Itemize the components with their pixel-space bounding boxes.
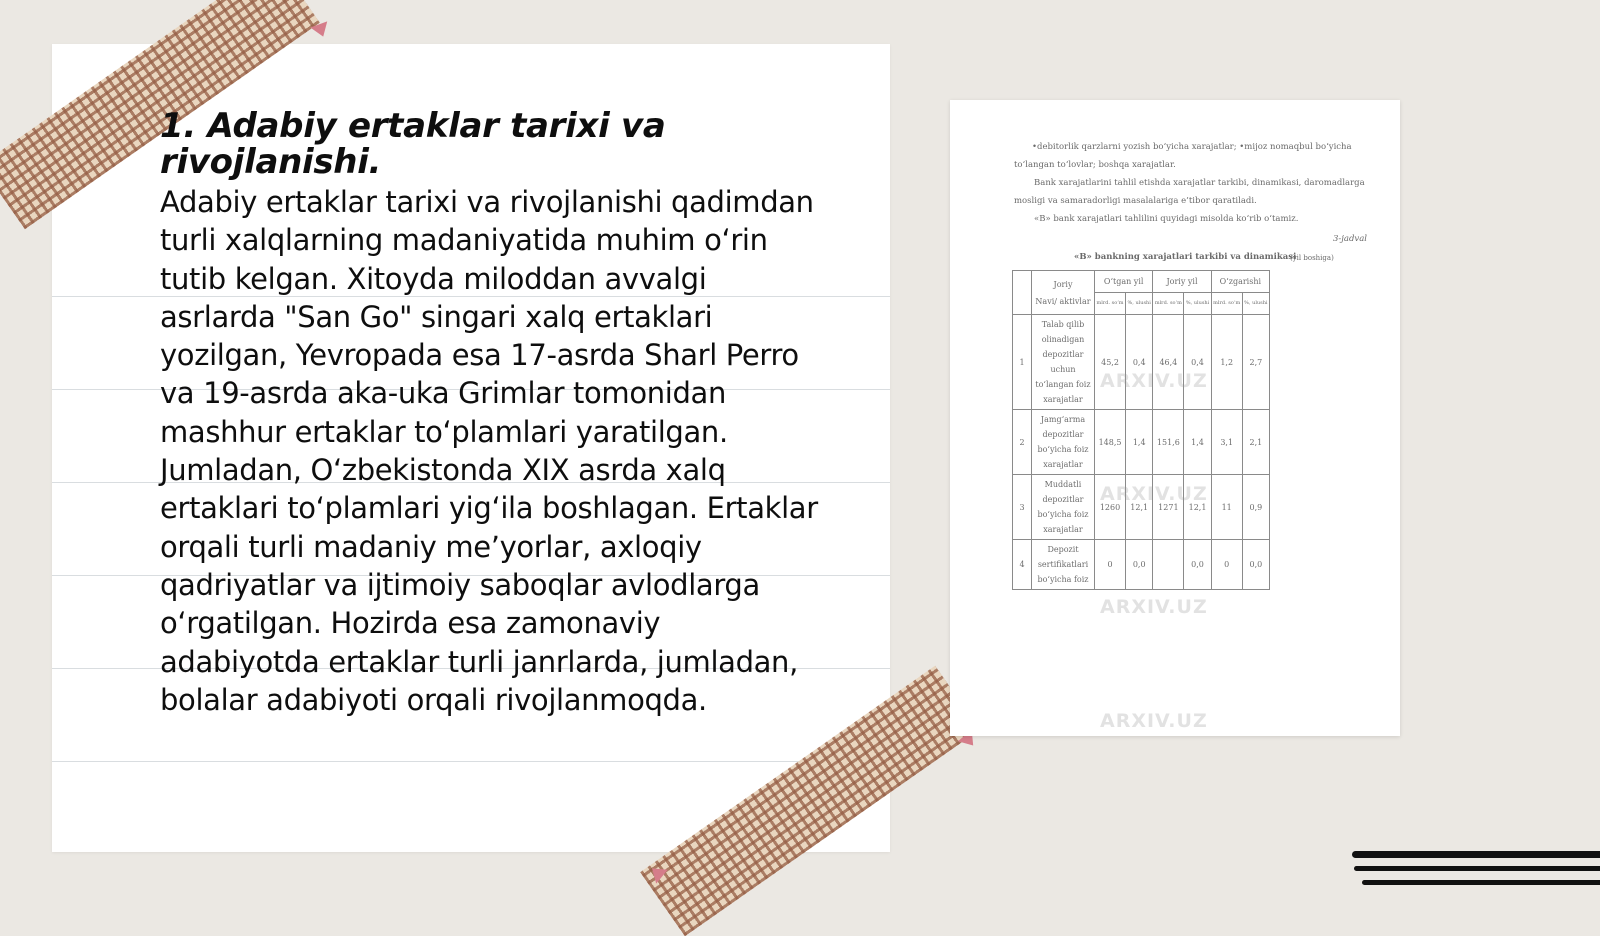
row-name: Talab qilib olinadigan depozitlar uchun to‘langan foiz xarajatlar xyxy=(1032,315,1095,410)
header-summa: mlrd. so‘m xyxy=(1153,293,1184,315)
row-num: 4 xyxy=(1013,540,1032,590)
slide-title: 1. Adabiy ertaklar tarixi va rivojlanishi. xyxy=(160,106,666,182)
decor-stripe xyxy=(1352,851,1600,858)
cell: 12,1 xyxy=(1184,475,1211,540)
document-scan xyxy=(950,100,1400,736)
header-otgan: O‘tgan yil xyxy=(1095,271,1153,293)
cell: 2,1 xyxy=(1242,410,1269,475)
doc-line: Bank xarajatlarini tahlil etishda xarajatlar tarkibi, dinamikasi, daromadlarga xyxy=(1034,178,1365,188)
header-ulush: %, ulushi xyxy=(1242,293,1269,315)
header-ulush: %, ulushi xyxy=(1126,293,1153,315)
table-row xyxy=(1013,540,1270,590)
cell: 11 xyxy=(1211,475,1242,540)
cell: 0 xyxy=(1095,540,1126,590)
cell: 0,0 xyxy=(1242,540,1269,590)
watermark: ARXIV.UZ xyxy=(1100,483,1208,505)
header-navi: Navi/ aktivlar xyxy=(1035,296,1091,306)
table-row xyxy=(1013,315,1270,410)
table-unit: (yil boshiga) xyxy=(1290,254,1334,262)
cell: 1260 xyxy=(1095,475,1126,540)
cell: 45,2 xyxy=(1095,315,1126,410)
text-block xyxy=(160,108,820,719)
cell: 0,0 xyxy=(1184,540,1211,590)
row-name: Muddatli depozitlar bo‘yicha foiz xarajatlar xyxy=(1032,475,1095,540)
slide-body: Adabiy ertaklar tarixi va rivojlanishi qadimdan turli xalqlarning madaniyatida muhim o‘rin tutib kelgan. Xitoyda miloddan avvalgi asrlarda "San Go" singari xalq ertaklari yozilgan, Yevropada esa 17-asrda Sharl Perro va 19-asrda aka-uka Grimlar tomonidan mashhur ertaklar to‘plamlari yaratilgan. Jumladan, O‘zbekistonda XIX asrda xalq ertaklari to‘plamlari yig‘ila boshlagan. Ertaklar orqali turli madaniy me’yorlar, axloqiy qadriyatlar va ijtimoiy saboqlar avlodlarga o‘rgatilgan. Hozirda esa zamonaviy adabiyotda ertaklar turli janrlarda, jumladan, bolalar adabiyoti orqali rivojlanmoqda. xyxy=(160,185,818,717)
cell: 12,1 xyxy=(1126,475,1153,540)
cell: 0,4 xyxy=(1184,315,1211,410)
decor-stripe xyxy=(1362,880,1600,885)
cell: 0,9 xyxy=(1242,475,1269,540)
table-header-row xyxy=(1013,271,1270,293)
doc-line: mosligi va samaradorligi masalalariga e’tibor qaratiladi. xyxy=(1014,196,1257,206)
cell: 2,7 xyxy=(1242,315,1269,410)
cell: 151,6 xyxy=(1153,410,1184,475)
watermark: ARXIV.UZ xyxy=(1100,370,1208,392)
header-ozgarish: O‘zgarishi xyxy=(1211,271,1269,293)
row-num: 2 xyxy=(1013,410,1032,475)
cell xyxy=(1153,540,1184,590)
cell: 1,4 xyxy=(1126,410,1153,475)
cell: 1,2 xyxy=(1211,315,1242,410)
cell: 1271 xyxy=(1153,475,1184,540)
doc-line: «B» bank xarajatlari tahlilini quyidagi misolda ko‘rib o‘tamiz. xyxy=(1034,214,1299,224)
cell: 0,0 xyxy=(1126,540,1153,590)
table-row xyxy=(1013,410,1270,475)
decor-stripe xyxy=(1354,866,1600,871)
header-joriy-yil: Joriy yil xyxy=(1153,271,1211,293)
header-summa: mlrd. so‘m xyxy=(1095,293,1126,315)
header-summa: mlrd. so‘m xyxy=(1211,293,1242,315)
cell: 0 xyxy=(1211,540,1242,590)
cell: 1,4 xyxy=(1184,410,1211,475)
table-title: «B» bankning xarajatlari tarkibi va dinamikasi xyxy=(1074,252,1297,262)
ruled-line xyxy=(52,761,890,762)
doc-line: to‘langan to‘lovlar; boshqa xarajatlar. xyxy=(1014,160,1176,170)
doc-line: •debitorlik qarzlarni yozish bo‘yicha xarajatlar; •mijoz nomaqbul bo‘yicha xyxy=(1032,142,1352,152)
cell: 0,4 xyxy=(1126,315,1153,410)
expense-table xyxy=(1012,270,1270,590)
header-joriy: Joriy xyxy=(1053,279,1073,289)
cell: 3,1 xyxy=(1211,410,1242,475)
watermark: ARXIV.UZ xyxy=(1100,710,1208,732)
row-num: 1 xyxy=(1013,315,1032,410)
cell: 46,4 xyxy=(1153,315,1184,410)
row-name: Jamg‘arma depozitlar bo‘yicha foiz xarajatlar xyxy=(1032,410,1095,475)
watermark: ARXIV.UZ xyxy=(1100,596,1208,618)
row-num: 3 xyxy=(1013,475,1032,540)
row-name: Depozit sertifikatlari bo‘yicha foiz xyxy=(1032,540,1095,590)
table-label: 3-jadval xyxy=(1333,234,1368,244)
cell: 148,5 xyxy=(1095,410,1126,475)
header-ulush: %, ulushi xyxy=(1184,293,1211,315)
